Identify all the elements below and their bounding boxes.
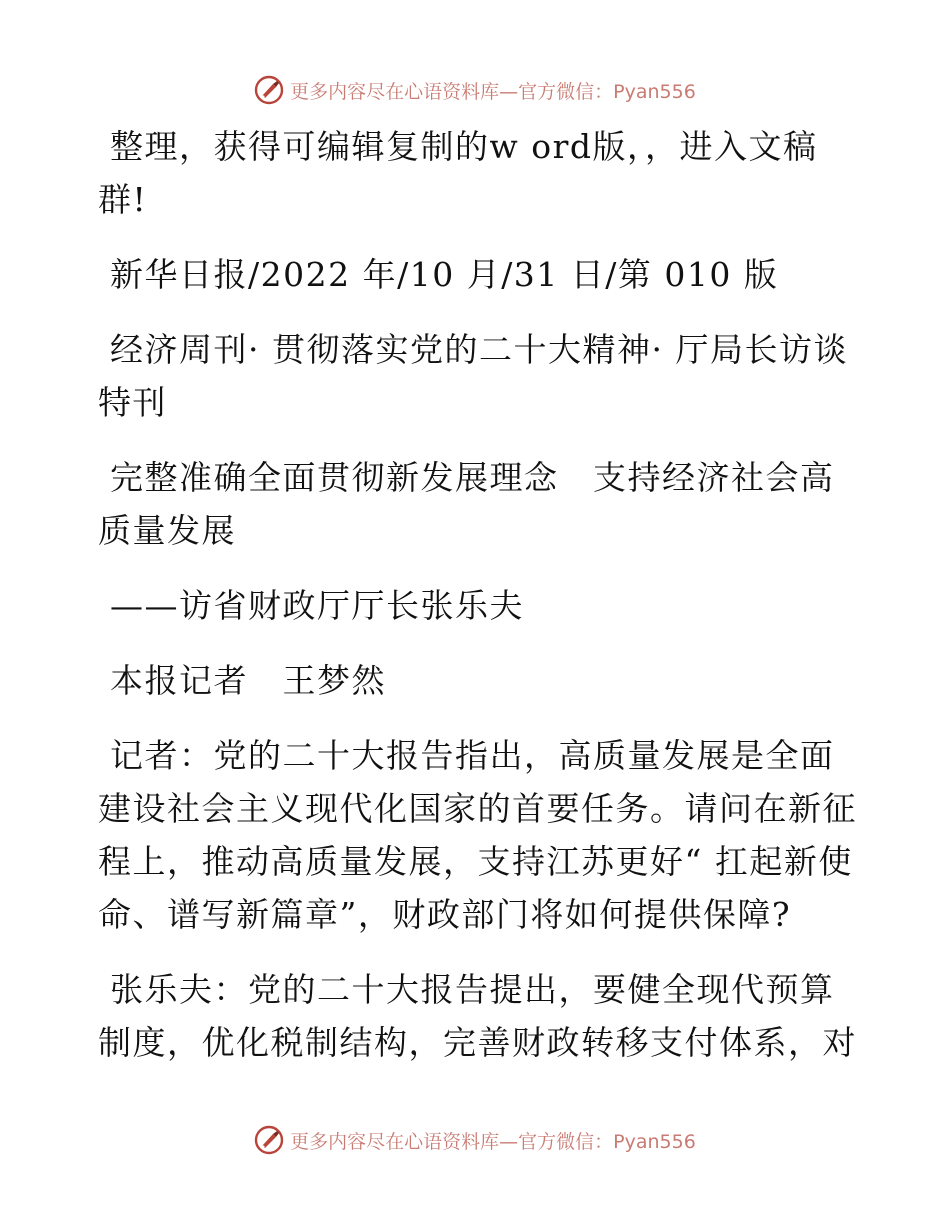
watermark-text: 更多内容尽在心语资料库—官方微信：Pyan556 bbox=[290, 1130, 696, 1153]
pen-logo-icon bbox=[254, 75, 284, 105]
pen-logo-icon bbox=[254, 1125, 284, 1155]
column-title: 经济周刊· 贯彻落实党的二十大精神· 厅局长访谈特刊 bbox=[98, 330, 848, 422]
footer-watermark-banner bbox=[0, 1122, 950, 1158]
intro-notice: 整理，获得可编辑复制的w ord版，，进入文稿群! bbox=[98, 127, 818, 219]
article-subtitle: ——访省财政厅厅长张乐夫 bbox=[110, 586, 524, 625]
article-headline: 完整准确全面贯彻新发展理念 支持经济社会高质量发展 bbox=[98, 458, 835, 550]
watermark-text: 更多内容尽在心语资料库—官方微信：Pyan556 bbox=[290, 80, 696, 103]
source-line: 新华日报/2022 年/10 月/31 日/第 010 版 bbox=[110, 255, 779, 294]
header-watermark-banner bbox=[0, 72, 950, 108]
document-body bbox=[98, 120, 858, 1091]
question-paragraph: 记者：党的二十大报告指出，高质量发展是全面建设社会主义现代化国家的首要任务。请问在新征程上，推动高质量发展，支持江苏更好“ 扛起新使命、谱写新篇章”，财政部门将如何提供保障? bbox=[98, 736, 857, 934]
answer-paragraph: 张乐夫：党的二十大报告提出，要健全现代预算制度，优化税制结构，完善财政转移支付体系，对 bbox=[98, 970, 857, 1062]
byline: 本报记者 王梦然 bbox=[110, 661, 386, 700]
